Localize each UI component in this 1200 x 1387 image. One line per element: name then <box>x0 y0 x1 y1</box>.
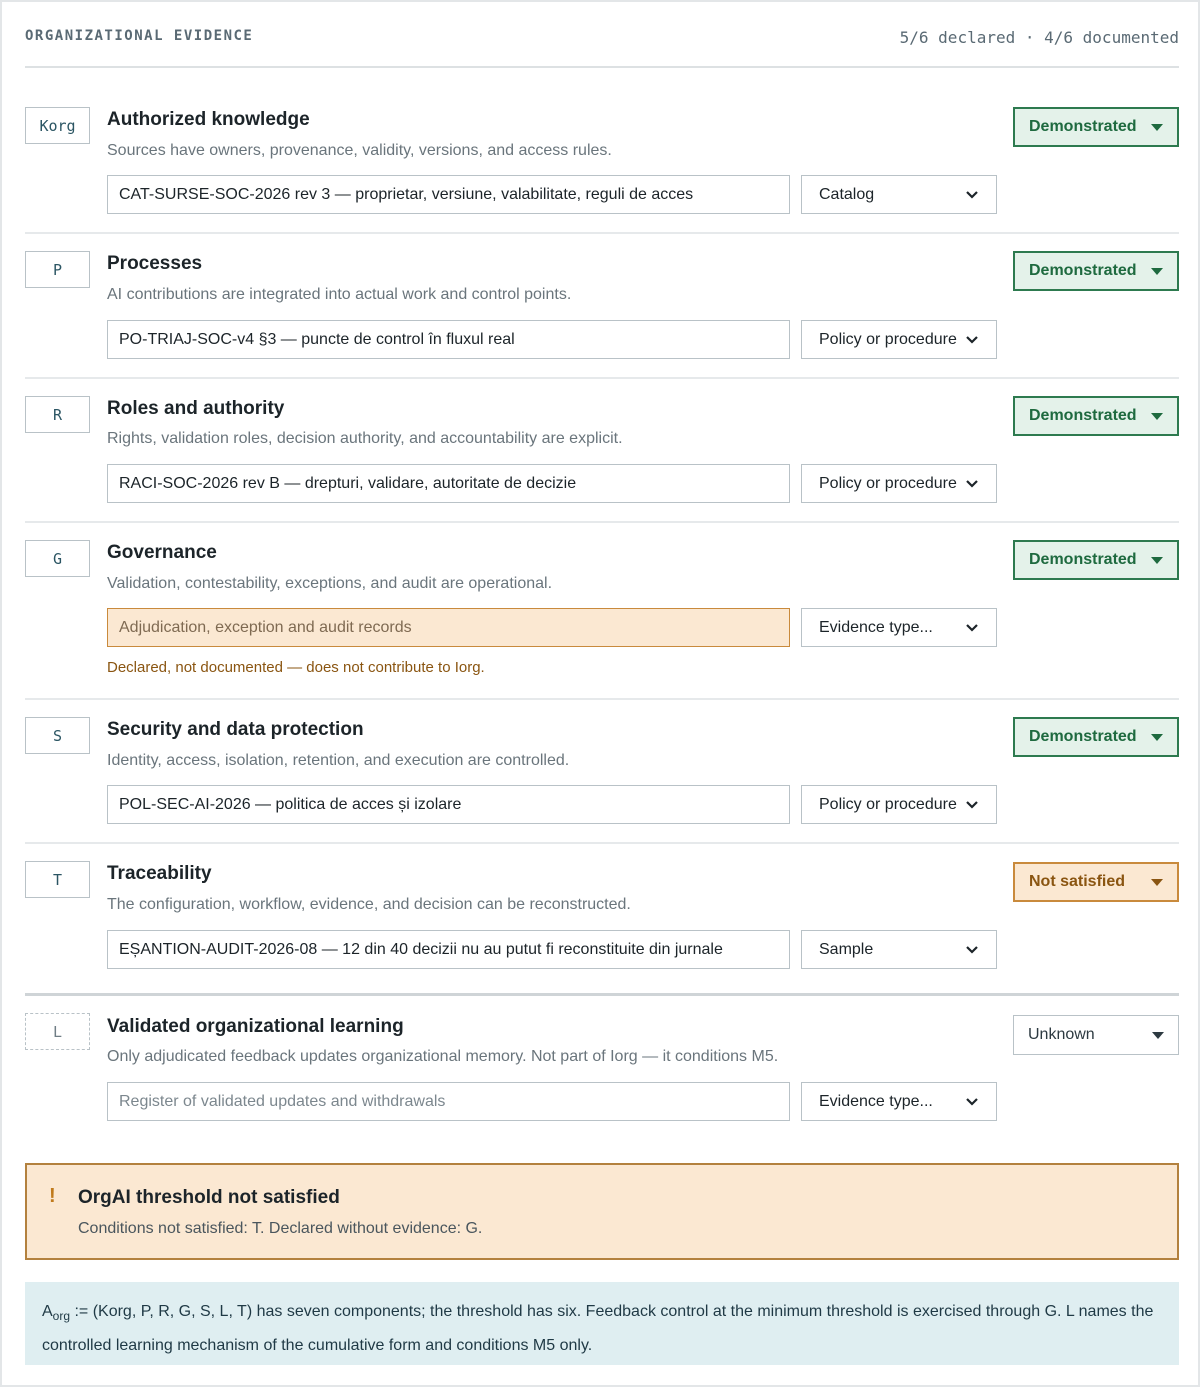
component-code: G <box>25 540 90 577</box>
chevron-down-icon <box>965 943 979 957</box>
status-dropdown[interactable] <box>1013 540 1179 580</box>
evidence-reference-input[interactable]: POL-SEC-AI-2026 — politica de acces și izolare <box>107 785 790 824</box>
chevron-down-icon <box>965 1095 979 1109</box>
evidence-type-select[interactable] <box>801 930 997 969</box>
divider <box>25 232 1179 234</box>
component-title: Security and data protection <box>107 719 364 740</box>
status-value: Not satisfied <box>1029 873 1126 890</box>
caret-down-icon <box>1151 879 1163 886</box>
evidence-reference-input[interactable]: Adjudication, exception and audit records <box>107 608 790 647</box>
component-title: Traceability <box>107 863 212 884</box>
panel-header <box>25 24 1179 68</box>
panel-title: ORGANIZATIONAL EVIDENCE <box>25 28 254 44</box>
exclamation-icon: ! <box>49 1185 56 1207</box>
evidence-type-value: Sample <box>819 940 874 958</box>
evidence-type-value: Policy or procedure <box>819 474 957 492</box>
status-dropdown[interactable] <box>1013 1015 1179 1055</box>
evidence-type-select[interactable] <box>801 464 997 503</box>
status-value: Unknown <box>1028 1026 1095 1043</box>
caret-down-icon <box>1151 734 1163 741</box>
evidence-type-value: Evidence type... <box>819 1092 933 1110</box>
status-value: Demonstrated <box>1029 551 1137 568</box>
evidence-type-select[interactable] <box>801 175 997 214</box>
caret-down-icon <box>1151 124 1163 131</box>
divider <box>25 377 1179 379</box>
evidence-type-select[interactable] <box>801 320 997 359</box>
status-dropdown[interactable] <box>1013 717 1179 757</box>
component-title: Validated organizational learning <box>107 1016 404 1037</box>
status-dropdown[interactable] <box>1013 107 1179 147</box>
chevron-down-icon <box>965 477 979 491</box>
evidence-reference-input[interactable]: RACI-SOC-2026 rev B — drepturi, validare, autoritate de decizie <box>107 464 790 503</box>
component-title: Authorized knowledge <box>107 109 310 130</box>
divider <box>25 842 1179 844</box>
note-subscript: org <box>52 1309 71 1324</box>
status-value: Demonstrated <box>1029 728 1137 745</box>
chevron-down-icon <box>965 333 979 347</box>
component-title: Governance <box>107 542 217 563</box>
component-description: Rights, validation roles, decision authority, and accountability are explicit. <box>107 430 623 447</box>
note-text: := (Korg, P, R, G, S, L, T) has seven components; the threshold has six. Feedback control at the minimum threshold is exercised through G. L names the controlled learning mechanism of the cumulative form and conditions M5 only. <box>42 1303 1154 1355</box>
status-value: Demonstrated <box>1029 407 1137 424</box>
component-description: Validation, contestability, exceptions, and audit are operational. <box>107 575 553 592</box>
component-description: Sources have owners, provenance, validity, versions, and access rules. <box>107 142 612 159</box>
status-value: Demonstrated <box>1029 118 1137 135</box>
chevron-down-icon <box>965 621 979 635</box>
caret-down-icon <box>1152 1032 1164 1039</box>
component-code: S <box>25 717 90 754</box>
status-dropdown[interactable] <box>1013 862 1179 902</box>
component-title: Processes <box>107 253 203 274</box>
component-code: T <box>25 861 90 898</box>
undocumented-warning: Declared, not documented — does not contribute to Iorg. <box>107 659 485 676</box>
component-title: Roles and authority <box>107 398 285 419</box>
divider <box>25 993 1179 996</box>
caret-down-icon <box>1151 557 1163 564</box>
component-description: Identity, access, isolation, retention, and execution are controlled. <box>107 752 570 769</box>
component-description: Only adjudicated feedback updates organizational memory. Not part of Iorg — it conditions M5. <box>107 1048 779 1065</box>
evidence-type-select[interactable] <box>801 1082 997 1121</box>
evidence-type-select[interactable] <box>801 785 997 824</box>
note-symbol: A <box>42 1303 53 1320</box>
component-code: L <box>25 1013 90 1050</box>
component-code: Korg <box>25 107 90 144</box>
evidence-type-value: Policy or procedure <box>819 330 957 348</box>
evidence-reference-input[interactable]: CAT-SURSE-SOC-2026 rev 3 — proprietar, versiune, valabilitate, reguli de acces <box>107 175 790 214</box>
evidence-type-select[interactable] <box>801 608 997 647</box>
evidence-reference-input[interactable]: Register of validated updates and withdrawals <box>107 1082 790 1121</box>
chevron-down-icon <box>965 188 979 202</box>
status-value: Demonstrated <box>1029 262 1137 279</box>
evidence-type-value: Policy or procedure <box>819 795 957 813</box>
evidence-reference-input[interactable]: PO-TRIAJ-SOC-v4 §3 — puncte de control în fluxul real <box>107 320 790 359</box>
status-dropdown[interactable] <box>1013 251 1179 291</box>
caret-down-icon <box>1151 413 1163 420</box>
status-dropdown[interactable] <box>1013 396 1179 436</box>
threshold-alert <box>25 1163 1179 1260</box>
definition-note <box>25 1282 1179 1365</box>
evidence-type-value: Catalog <box>819 185 875 203</box>
component-description: The configuration, workflow, evidence, and decision can be reconstructed. <box>107 896 631 913</box>
declared-documented-counter: 5/6 declared · 4/6 documented <box>899 28 1179 47</box>
divider <box>25 698 1179 700</box>
component-description: AI contributions are integrated into actual work and control points. <box>107 286 572 303</box>
alert-title: OrgAI threshold not satisfied <box>78 1187 340 1208</box>
evidence-type-value: Evidence type... <box>819 618 933 636</box>
chevron-down-icon <box>965 798 979 812</box>
component-code: P <box>25 251 90 288</box>
alert-body: Conditions not satisfied: T. Declared without evidence: G. <box>78 1220 483 1237</box>
evidence-reference-input[interactable]: EȘANTION-AUDIT-2026-08 — 12 din 40 decizii nu au putut fi reconstituite din jurnale <box>107 930 790 969</box>
divider <box>25 521 1179 523</box>
caret-down-icon <box>1151 268 1163 275</box>
component-code: R <box>25 396 90 433</box>
